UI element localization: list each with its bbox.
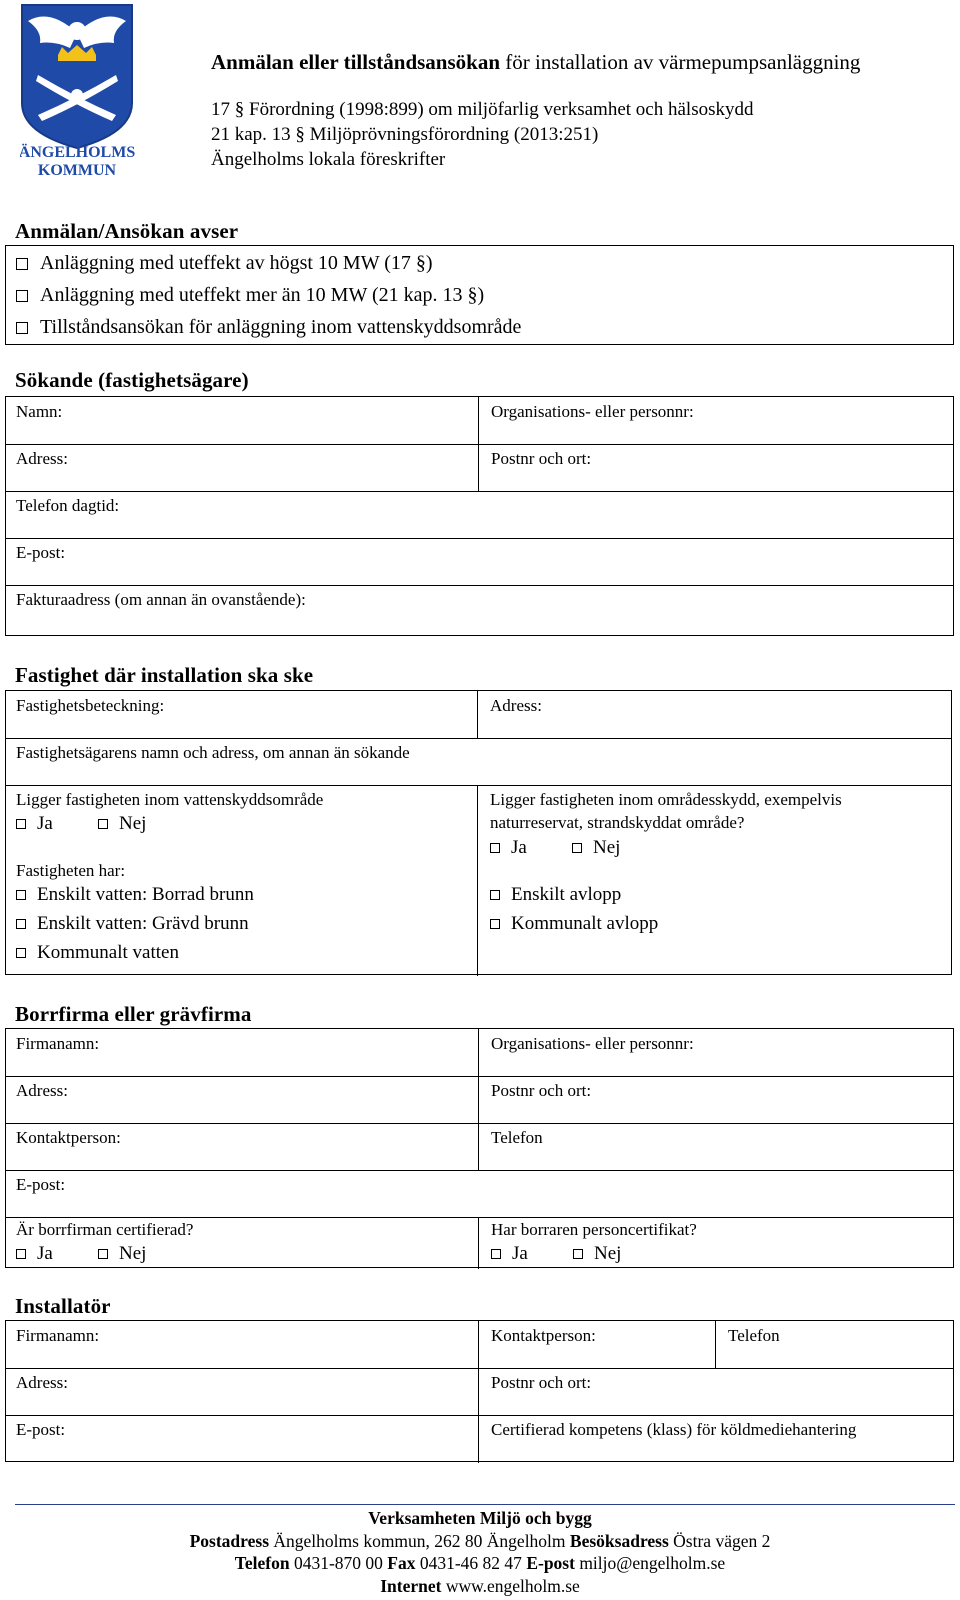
checkbox[interactable]	[16, 322, 28, 334]
borr-telefon-field[interactable]: Telefon	[491, 1128, 543, 1147]
footer-department: Verksamheten Miljö och bygg	[368, 1508, 592, 1528]
checkbox[interactable]	[491, 1249, 501, 1259]
checkbox[interactable]	[490, 890, 500, 900]
postnr-field[interactable]: Postnr och ort:	[491, 449, 592, 468]
form-title: Anmälan eller tillståndsansökan för installation av värmepumpsanläggning	[211, 50, 861, 74]
vatten-option[interactable]: Enskilt vatten: Borrad brunn	[16, 884, 254, 906]
fastighet-adress-field[interactable]: Adress:	[490, 696, 542, 715]
namn-field[interactable]: Namn:	[16, 402, 63, 421]
borrfirma-certifierad-question: Är borrfirman certifierad?	[16, 1220, 194, 1239]
borr-kontakt-field[interactable]: Kontaktperson:	[16, 1128, 121, 1147]
personcertifikat-question: Har borraren personcertifikat?	[491, 1220, 697, 1239]
checkbox[interactable]	[16, 919, 26, 929]
section-heading-avser: Anmälan/Ansökan avser	[15, 219, 239, 243]
coat-of-arms-icon	[20, 3, 138, 181]
cert-ja[interactable]: Ja	[16, 1243, 53, 1265]
regulation-line: 21 kap. 13 § Miljöprövningsförordning (2013:251)	[211, 124, 599, 145]
footer-internet: Internet www.engelholm.se	[380, 1576, 580, 1596]
omradesskydd-question-2: naturreservat, strandskyddat område?	[490, 813, 745, 832]
telefon-field[interactable]: Telefon dagtid:	[16, 496, 120, 515]
inst-kontakt-field[interactable]: Kontaktperson:	[491, 1326, 596, 1345]
inst-kompetens-field[interactable]: Certifierad kompetens (klass) för köldmediehantering	[491, 1420, 857, 1439]
vattenskydd-question: Ligger fastigheten inom vattenskyddsområde	[16, 790, 324, 809]
regulation-line: Ängelholms lokala föreskrifter	[211, 149, 446, 170]
regulation-line: 17 § Förordning (1998:899) om miljöfarlig verksamhet och hälsoskydd	[211, 99, 754, 120]
epost-field[interactable]: E-post:	[16, 543, 66, 562]
angelholm-logo	[20, 3, 138, 181]
checkbox[interactable]	[16, 948, 26, 958]
avser-option[interactable]: Tillståndsansökan för anläggning inom vattenskyddsområde	[16, 316, 521, 339]
adress-field[interactable]: Adress:	[16, 449, 68, 468]
installator-box	[5, 1320, 954, 1462]
checkbox[interactable]	[98, 1249, 108, 1259]
checkbox[interactable]	[490, 843, 500, 853]
omradesskydd-nej[interactable]: Nej	[572, 837, 620, 859]
inst-firmanamn-field[interactable]: Firmanamn:	[16, 1326, 100, 1345]
borr-postnr-field[interactable]: Postnr och ort:	[491, 1081, 592, 1100]
fastigheten-har-label: Fastigheten har:	[16, 861, 126, 880]
checkbox[interactable]	[16, 819, 26, 829]
section-heading-sokande: Sökande (fastighetsägare)	[15, 368, 249, 392]
borr-firmanamn-field[interactable]: Firmanamn:	[16, 1034, 100, 1053]
section-heading-borrfirma: Borrfirma eller grävfirma	[15, 1002, 252, 1026]
section-heading-installator: Installatör	[15, 1294, 111, 1318]
inst-postnr-field[interactable]: Postnr och ort:	[491, 1373, 592, 1392]
inst-epost-field[interactable]: E-post:	[16, 1420, 66, 1439]
avser-box	[5, 245, 954, 345]
avser-option[interactable]: Anläggning med uteffekt mer än 10 MW (21 kap. 13 §)	[16, 284, 484, 307]
footer-rule	[15, 1504, 955, 1505]
borrfirma-box	[5, 1028, 954, 1268]
avlopp-option[interactable]: Kommunalt avlopp	[490, 913, 658, 935]
checkbox[interactable]	[16, 290, 28, 302]
inst-telefon-field[interactable]: Telefon	[728, 1326, 780, 1345]
checkbox[interactable]	[16, 890, 26, 900]
omradesskydd-ja[interactable]: Ja	[490, 837, 527, 859]
checkbox[interactable]	[98, 819, 108, 829]
checkbox[interactable]	[16, 258, 28, 270]
avser-option[interactable]: Anläggning med uteffekt av högst 10 MW (17 §)	[16, 252, 433, 275]
footer-address: Postadress Ängelholms kommun, 262 80 Ängelholm Besöksadress Östra vägen 2	[189, 1531, 771, 1551]
fastighetsbeteckning-field[interactable]: Fastighetsbeteckning:	[16, 696, 165, 715]
logo-text-2: KOMMUN	[37, 162, 117, 179]
vatten-option[interactable]: Enskilt vatten: Grävd brunn	[16, 913, 249, 935]
orgnr-field[interactable]: Organisations- eller personnr:	[491, 402, 694, 421]
borr-adress-field[interactable]: Adress:	[16, 1081, 68, 1100]
avlopp-option[interactable]: Enskilt avlopp	[490, 884, 621, 906]
vatten-option[interactable]: Kommunalt vatten	[16, 942, 179, 964]
section-heading-fastighet: Fastighet där installation ska ske	[15, 663, 314, 687]
sokande-box	[5, 396, 954, 636]
borr-epost-field[interactable]: E-post:	[16, 1175, 66, 1194]
checkbox[interactable]	[490, 919, 500, 929]
fastighetsagare-field[interactable]: Fastighetsägarens namn och adress, om annan än sökande	[16, 743, 410, 762]
checkbox[interactable]	[16, 1249, 26, 1259]
checkbox[interactable]	[572, 843, 582, 853]
footer-contact: Telefon 0431-870 00 Fax 0431-46 82 47 E-post miljo@engelholm.se	[234, 1553, 726, 1573]
inst-adress-field[interactable]: Adress:	[16, 1373, 68, 1392]
fastighet-box	[5, 690, 952, 975]
omradesskydd-question: Ligger fastigheten inom områdesskydd, exempelvis	[490, 790, 842, 809]
fakturaadress-field[interactable]: Fakturaadress (om annan än ovanstående):	[16, 590, 306, 609]
person-ja[interactable]: Ja	[491, 1243, 528, 1265]
person-nej[interactable]: Nej	[573, 1243, 621, 1265]
cert-nej[interactable]: Nej	[98, 1243, 146, 1265]
checkbox[interactable]	[573, 1249, 583, 1259]
vattenskydd-ja[interactable]: Ja	[16, 813, 53, 835]
vattenskydd-nej[interactable]: Nej	[98, 813, 146, 835]
logo-text-1: ÄNGELHOLMS	[20, 144, 136, 161]
borr-orgnr-field[interactable]: Organisations- eller personnr:	[491, 1034, 694, 1053]
